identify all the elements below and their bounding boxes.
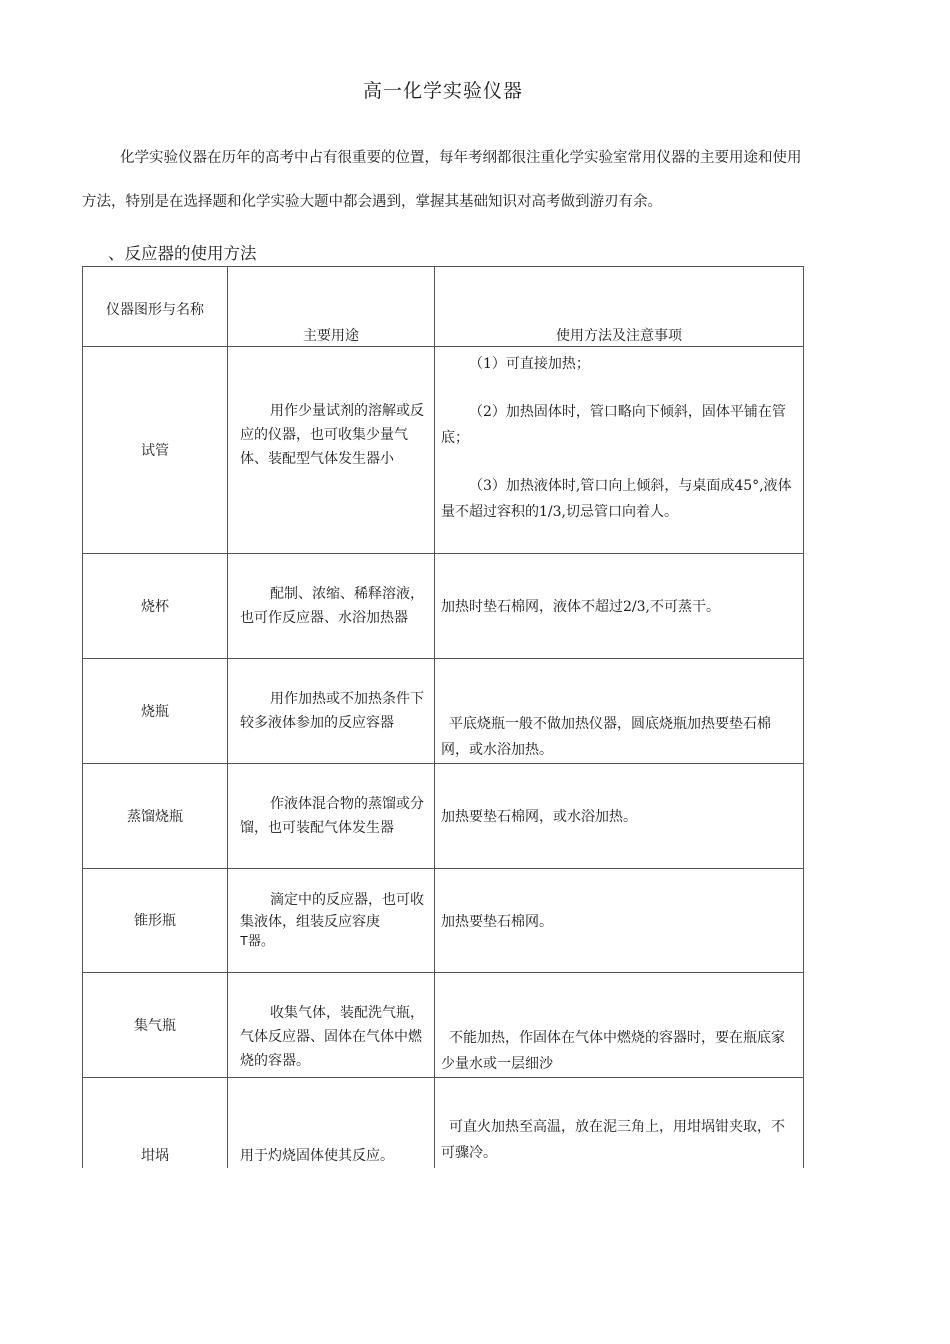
use-tail: T器。 bbox=[240, 933, 274, 948]
instrument-use: 收集气体，装配洗气瓶，气体反应器、固体在气体中燃烧的容器。 bbox=[228, 973, 435, 1078]
method-line: 加热要垫石棉网。 bbox=[441, 914, 553, 930]
method-line: 平底烧瓶一般不做加热仪器，圆底烧瓶加热要垫石棉网，或水浴加热。 bbox=[441, 716, 771, 758]
method-line: （2）加热固体时，管口略向下倾斜，固体平铺在管底； bbox=[441, 404, 786, 446]
table-row bbox=[83, 869, 804, 973]
instrument-method bbox=[435, 1078, 804, 1169]
instrument-name: 集气瓶 bbox=[83, 973, 228, 1078]
instrument-method bbox=[435, 973, 804, 1078]
method-line: 加热时垫石棉网，液体不超过2/3,不可蒸干。 bbox=[441, 599, 720, 615]
instrument-method bbox=[435, 869, 804, 973]
intro-paragraph-2: 方法，特别是在选择题和化学实验大题中都会遇到，掌握其基础知识对高考做到游刃有余。 bbox=[82, 194, 662, 210]
method-line: （3）加热液体时,管口向上倾斜，与桌面成45°,液体量不超过容积的1/3,切忌管口向着人。 bbox=[441, 478, 792, 520]
instrument-use: 用作少量试剂的溶解或反应的仪器，也可收集少量气体、装配型气体发生器小 bbox=[228, 347, 435, 554]
instrument-method bbox=[435, 659, 804, 764]
table-header-row bbox=[83, 267, 804, 347]
instrument-use: 作液体混合物的蒸馏或分馏，也可装配气体发生器 bbox=[228, 764, 435, 869]
method-line: 可直火加热至高温，放在泥三角上，用坩埚钳夹取，不可骤冷。 bbox=[441, 1119, 785, 1161]
table-row bbox=[83, 347, 804, 554]
page-title: 高一化学实验仪器 bbox=[362, 80, 523, 102]
table-row bbox=[83, 554, 804, 659]
instrument-use: 滴定中的反应器，也可收集液体，组装反应容庚 T器。 bbox=[228, 869, 435, 973]
instrument-name: 试管 bbox=[83, 347, 228, 554]
header-use: 主要用途 bbox=[228, 267, 435, 347]
instrument-use: 配制、浓缩、稀释溶液，也可作反应器、水浴加热器 bbox=[228, 554, 435, 659]
instrument-name: 烧杯 bbox=[83, 554, 228, 659]
method-line: （1）可直接加热； bbox=[469, 356, 590, 372]
instrument-name: 锥形瓶 bbox=[83, 869, 228, 973]
method-line: 加热要垫石棉网，或水浴加热。 bbox=[441, 809, 637, 825]
instrument-name: 烧瓶 bbox=[83, 659, 228, 764]
table-row bbox=[83, 764, 804, 869]
instrument-name: 坩埚 bbox=[83, 1078, 228, 1169]
table-row bbox=[83, 1078, 804, 1169]
instrument-use: 用作加热或不加热条件下较多液体参加的反应容器 bbox=[228, 659, 435, 764]
intro-paragraph-1: 化学实验仪器在历年的高考中占有很重要的位置，每年考纲都很注重化学实验室常用仪器的主要用途和使用 bbox=[120, 150, 802, 166]
header-method: 使用方法及注意事项 bbox=[435, 267, 804, 347]
instrument-table bbox=[82, 266, 804, 1168]
instrument-use: 用于灼烧固体使其反应。 bbox=[228, 1078, 435, 1169]
instrument-method bbox=[435, 764, 804, 869]
section-heading: 、反应器的使用方法 bbox=[108, 244, 257, 263]
table-row bbox=[83, 973, 804, 1078]
instrument-name: 蒸馏烧瓶 bbox=[83, 764, 228, 869]
method-line: 不能加热，作固体在气体中燃烧的容器时，要在瓶底家少量水或一层细沙 bbox=[441, 1030, 785, 1072]
instrument-method bbox=[435, 347, 804, 554]
instrument-method bbox=[435, 554, 804, 659]
header-name: 仪器图形与名称 bbox=[83, 267, 228, 347]
table-row bbox=[83, 659, 804, 764]
